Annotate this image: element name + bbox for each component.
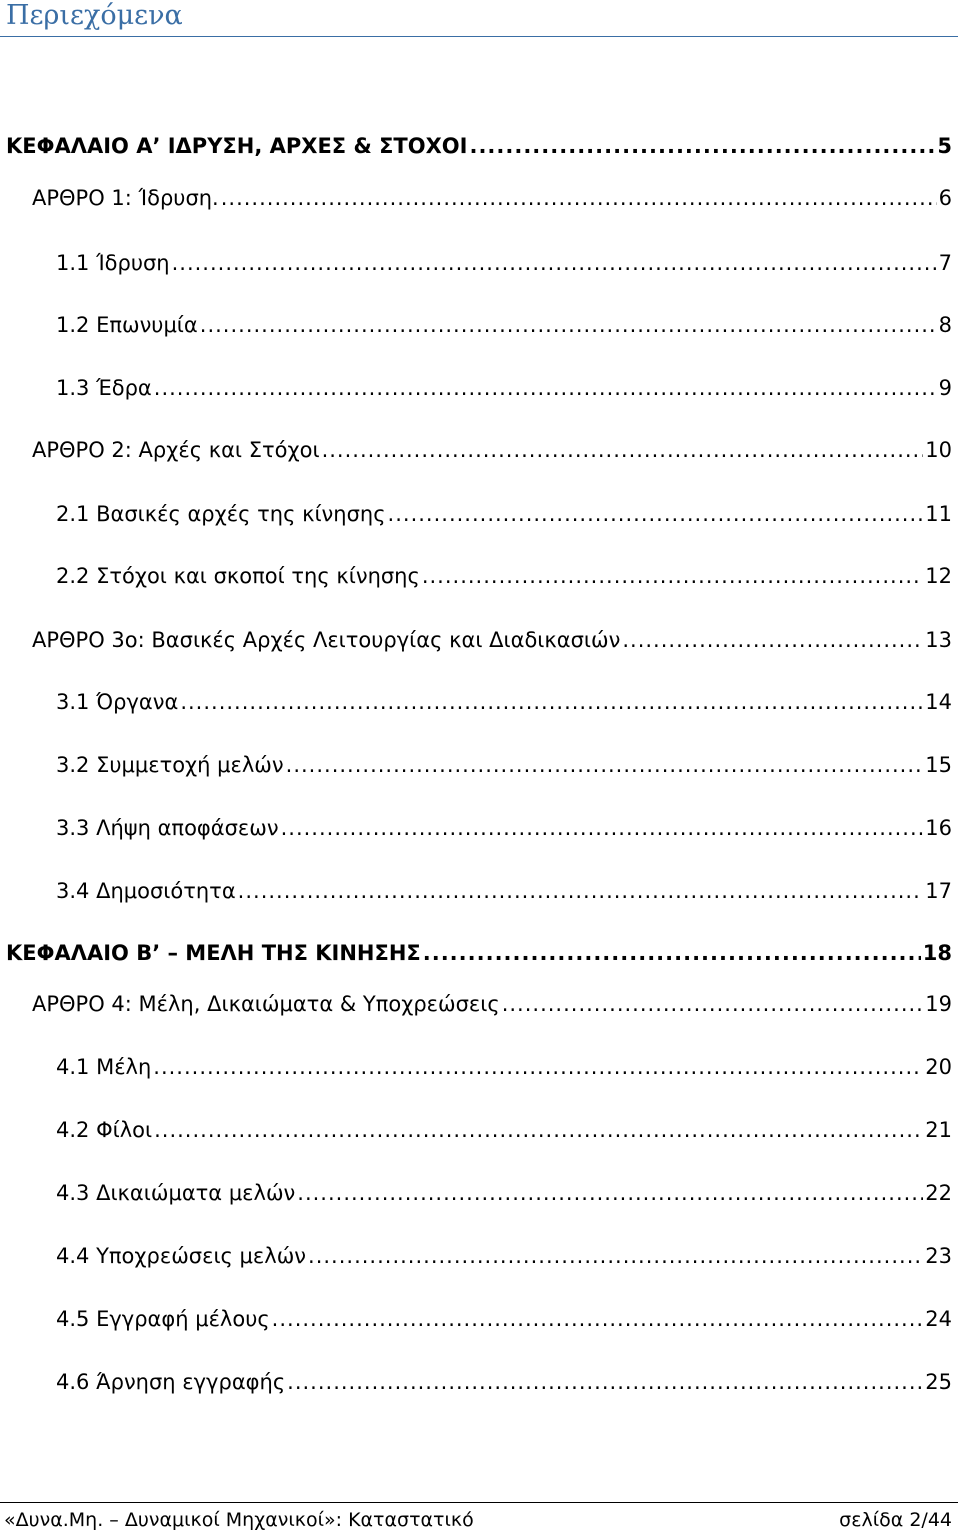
toc-entry-text: ΚΕΦΑΛΑΙΟ Α’ ΙΔΡΥΣΗ, ΑΡΧΕΣ & ΣΤΟΧΟΙ: [6, 134, 468, 158]
toc-page-number: 8: [938, 313, 952, 337]
toc-entry-text: 1.3 Έδρα: [56, 376, 152, 400]
toc-entry-article-2[interactable]: [32, 435, 952, 465]
dot-leader: [622, 625, 923, 655]
toc-entry-text: 1.1 Ίδρυση: [56, 251, 170, 275]
toc-page-number: 5: [937, 134, 952, 158]
dot-leader: [154, 1115, 923, 1145]
dot-leader: [238, 876, 924, 906]
toc-entry-text: 4.4 Υποχρεώσεις μελών: [56, 1244, 307, 1268]
toc-page-number: 12: [925, 564, 952, 588]
footer-divider: [0, 1502, 958, 1503]
toc-page-number: 16: [925, 816, 952, 840]
toc-entry-text: 3.2 Συμμετοχή μελών: [56, 753, 284, 777]
toc-entry-3-4[interactable]: [56, 876, 952, 906]
dot-leader: [154, 373, 937, 403]
toc-page-number: 15: [925, 753, 952, 777]
dot-leader: [423, 938, 921, 968]
dot-leader: [322, 435, 924, 465]
toc-entry-text: 4.1 Μέλη: [56, 1055, 152, 1079]
toc-page-number: 24: [925, 1307, 952, 1331]
footer-page-indicator: σελίδα 2/44: [839, 1509, 952, 1531]
toc-page-number: 6: [938, 186, 952, 210]
toc-entry-article-3[interactable]: [32, 625, 952, 655]
toc-page-number: 22: [925, 1181, 952, 1205]
toc-page-number: 25: [925, 1370, 952, 1394]
dot-leader: [153, 1052, 923, 1082]
toc-entry-1-3[interactable]: [56, 373, 952, 403]
toc-entry-text: 4.5 Εγγραφή μέλους: [56, 1307, 270, 1331]
toc-entry-text: ΑΡΘΡΟ 3ο: Βασικές Αρχές Λειτουργίας και Διαδικασιών: [32, 628, 621, 652]
toc-page-number: 10: [925, 438, 952, 462]
toc-entry-text: 4.6 Άρνηση εγγραφής: [56, 1370, 286, 1394]
toc-entry-text: ΑΡΘΡΟ 2: Αρχές και Στόχοι: [32, 438, 320, 462]
toc-page-number: 14: [925, 690, 952, 714]
toc-page-number: 18: [922, 941, 952, 965]
toc-page-number: 21: [925, 1118, 952, 1142]
dot-leader: [308, 1241, 923, 1271]
dot-leader: [297, 1178, 923, 1208]
toc-entry-1-2[interactable]: [56, 310, 952, 340]
toc-page-number: 19: [925, 992, 952, 1016]
toc-entry-text: ΑΡΘΡΟ 4: Μέλη, Δικαιώματα & Υποχρεώσεις: [32, 992, 500, 1016]
toc-entry-text: 4.3 Δικαιώματα μελών: [56, 1181, 296, 1205]
toc-page-number: 23: [925, 1244, 952, 1268]
toc-page-number: 9: [938, 376, 952, 400]
toc-entry-chapter-a[interactable]: [6, 131, 952, 161]
toc-entry-2-1[interactable]: [56, 499, 952, 529]
toc-entry-article-1[interactable]: [32, 183, 952, 213]
toc-entry-article-4[interactable]: [32, 989, 952, 1019]
dot-leader: [469, 131, 935, 161]
toc-page-number: 20: [925, 1055, 952, 1079]
toc-entry-4-1[interactable]: [56, 1052, 952, 1082]
toc-page-number: 11: [925, 502, 952, 526]
toc-entry-2-2[interactable]: [56, 561, 952, 591]
toc-entry-4-5[interactable]: [56, 1304, 952, 1334]
toc-entry-4-2[interactable]: [56, 1115, 952, 1145]
dot-leader: [281, 813, 924, 843]
page-footer: [4, 1508, 952, 1532]
dot-leader: [286, 750, 924, 780]
dot-leader: [221, 183, 937, 213]
dot-leader: [272, 1304, 924, 1334]
dot-leader: [200, 310, 937, 340]
toc-entry-4-4[interactable]: [56, 1241, 952, 1271]
toc-heading: Περιεχόμενα: [6, 0, 183, 31]
toc-page-number: 7: [938, 251, 952, 275]
dot-leader: [422, 561, 923, 591]
toc-entry-text: 2.2 Στόχοι και σκοποί της κίνησης: [56, 564, 420, 588]
toc-entry-text: 4.2 Φίλοι: [56, 1118, 153, 1142]
footer-document-title: «Δυνα.Μη. – Δυναμικοί Μηχανικοί»: Καταστατικό: [4, 1509, 474, 1531]
toc-entry-4-6[interactable]: [56, 1367, 952, 1397]
toc-entry-text: 3.3 Λήψη αποφάσεων: [56, 816, 279, 840]
toc-entry-3-3[interactable]: [56, 813, 952, 843]
dot-leader: [388, 499, 924, 529]
toc-entry-chapter-b[interactable]: [6, 938, 952, 968]
toc-page-number: 17: [925, 879, 952, 903]
dot-leader: [287, 1367, 923, 1397]
toc-entry-text: 1.2 Επωνυμία: [56, 313, 198, 337]
toc-entry-3-1[interactable]: [56, 687, 952, 717]
toc-entry-text: 2.1 Βασικές αρχές της κίνησης: [56, 502, 386, 526]
toc-entry-text: 3.1 Όργανα: [56, 690, 179, 714]
toc-entry-4-3[interactable]: [56, 1178, 952, 1208]
toc-entry-3-2[interactable]: [56, 750, 952, 780]
dot-leader: [502, 989, 924, 1019]
toc-entry-text: 3.4 Δημοσιότητα: [56, 879, 236, 903]
dot-leader: [172, 248, 937, 278]
toc-entry-text: ΑΡΘΡΟ 1: Ίδρυση.: [32, 186, 219, 210]
toc-entry-1-1[interactable]: [56, 248, 952, 278]
toc-entry-text: ΚΕΦΑΛΑΙΟ Β’ – ΜΕΛΗ ΤΗΣ ΚΙΝΗΣΗΣ: [6, 941, 421, 965]
dot-leader: [180, 687, 923, 717]
toc-page-number: 13: [925, 628, 952, 652]
